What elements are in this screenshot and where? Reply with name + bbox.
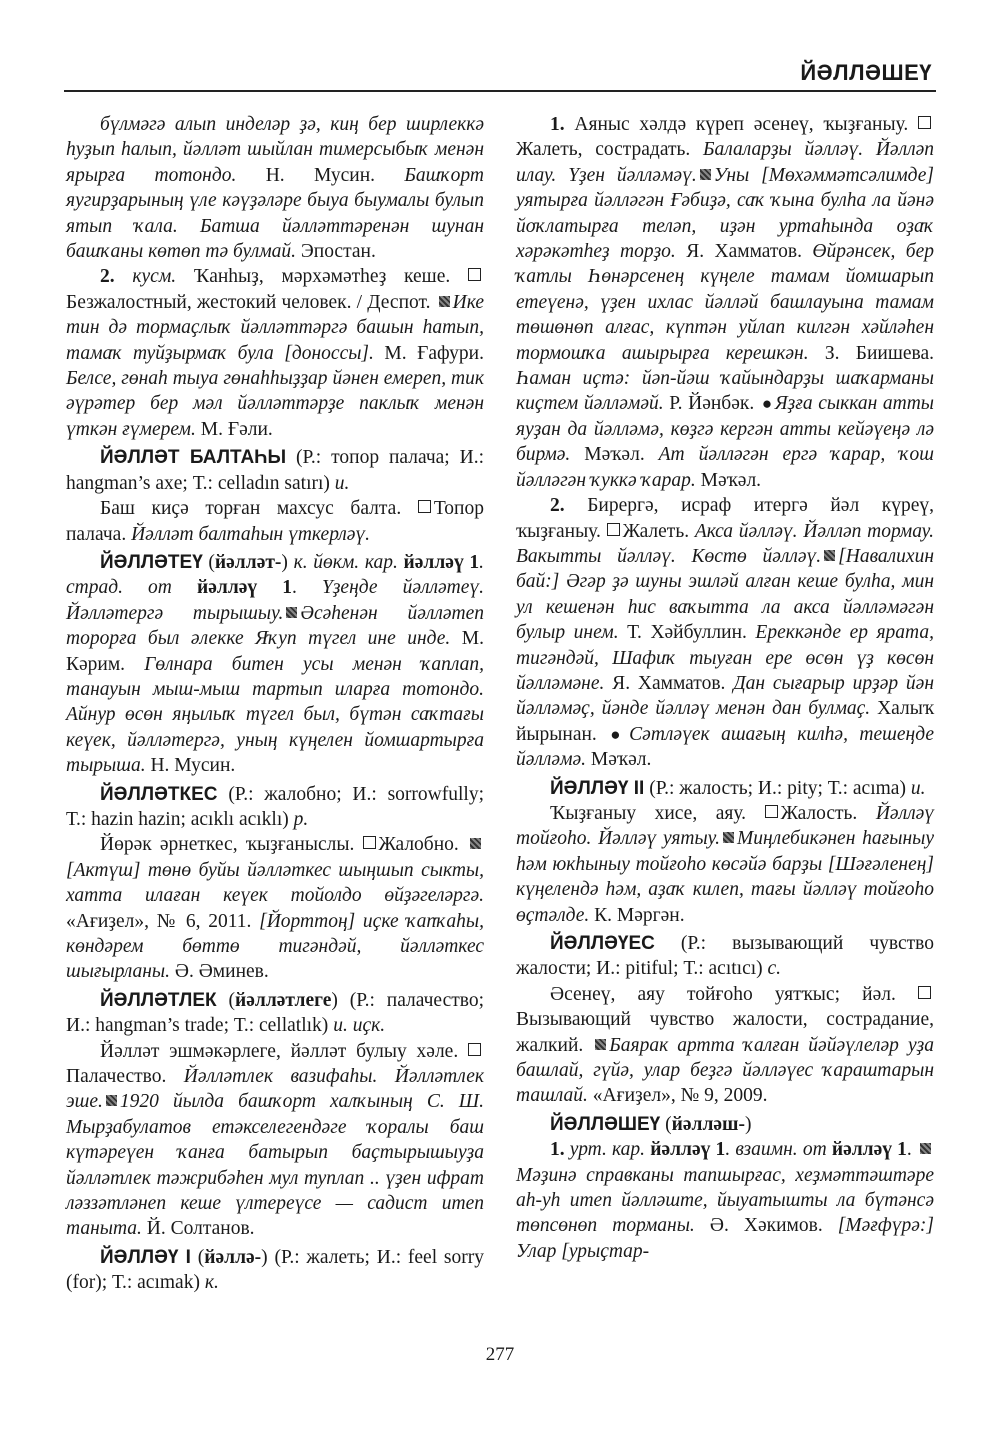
entry-yallaues: ЙӘЛЛӘҮЕС (Р.: вызывающий чувство жалости; И.: pitiful; Т.: acıtıcı) с. xyxy=(516,933,934,980)
headword: ЙӘЛЛӘҮЕС xyxy=(550,933,655,954)
sense-1: 1. урт. кар. йәлләү 1. взаимн. от йәлләү 1. Мәҙинә справканы тапшырғас, хеҙмәттәштәре аһ-уһ итеп йәлләште, йыуатышты ла бүтәнсә төпсөнөп торманы. Ә. Хәкимов. [Мәғфүрә:] Улар [урыҫтар- xyxy=(516,1139,934,1262)
translation-box-icon xyxy=(918,116,931,129)
example-square-icon xyxy=(286,607,297,618)
definition: Баш киҫә торған махсус балта. Топор палача. Йәлләт балтаһын үткерләү. xyxy=(66,498,484,545)
headword: ЙӘЛЛӘТ БАЛТАҺЫ xyxy=(100,447,287,469)
page-header xyxy=(64,50,936,92)
translation-box-icon xyxy=(468,1043,481,1056)
entry-yallau-1: ЙӘЛЛӘҮ I (йәллә-) (Р.: жалеть; И.: feel sorry (for); Т.: acımak) к. xyxy=(66,1246,484,1294)
example-square-icon xyxy=(920,1143,931,1154)
example-square-icon xyxy=(106,1095,117,1106)
example-square-icon xyxy=(470,838,481,849)
right-column xyxy=(516,112,934,1264)
sense-2: 2. кусм. Ҡанһыҙ, мәрхәмәтһеҙ кеше. Безжалостный, жестокий человек. / Деспот. Ике тин дә тормаҫлыҡ йәлләттәргә башын һатып, тамаҡ туйҙырмаҡ була [доноссы]. М. Ғафури. Белсе, гөнаһ тыуа гөнаһһыҙҙар йәнен емереп, тик әүрәтер бер мәл йәлләттәрҙе паклыҡ менән үткән ғүмерем. М. Ғәли. xyxy=(66,266,484,440)
definition: Ҡыҙғаныу хисе, аяу. Жалость. Йәлләү тойғоһо. Йәлләү уятыу. Миңлебикәнен һағыныу һәм юкһыныу тойғоһо көсәйә барҙы [Шәғәленең] күңелендә һәм, аҙаҡ килеп, тағы йәлләү тойғоһо өҫтәлде. К. Мәргән. xyxy=(516,802,934,926)
example-square-icon xyxy=(595,1039,606,1050)
sense-1: 1. Аяныс хәлдә күреп әсенеү, ҡыҙғаныу. Жалеть, сострадать. Балаларҙы йәлләү. Йәлләп илау. Үҙен йәлләмәү. Уны [Мөхәммәтсәлимде] уятырға йәлләгән Ғәбиҙә, саҡ ҡына булһа ла йәнә йоҡлатырға теләп, иҙән уртаһында оҙаҡ хәрәкәтһеҙ торҙо. Я. Хамматов. Өйрәнсек, бер ҡатлы Һөнәрсенең күңеле тамам йомшарып етеүенә, үҙен ихлас йәлләй башлауына тамам төшөнөп алғас, күптән уйлап килгән хәйләһен тормошҡа ашырырға керешкән. З. Биишева. Һаман иҫтә: йәп-йәш ҡайындарҙы шаҡарманы киҫтем йәлләмәй. Р. Йәнбәк. ● Яҙға сыккан атты яуҙан да йәлләмә, көҙгә кергән атты кейәүеңә лә бирмә. Мәҡәл. Ат йәлләгән ергә ҡарар, ҡош йәлләгән ҡуккә ҡарар. Мәҡәл. xyxy=(516,114,935,491)
running-head: ЙӘЛЛӘШЕҮ xyxy=(800,60,932,85)
sense-2: 2. Бирергә, исраф итергә йәл күреү, ҡыҙғаныу. Жалеть. Акса йәлләү. Йәлләп тормау. Вакытты йәлләү. Көстө йәлләү. [Навалихин бай:] Әгәр ҙә шуны эшләй алған кеше булһа, мин ул кешенән һис ваҡытта ла акса йәлләмәгән булыр инем. Т. Хәйбуллин. Ереккәнде ер ярата, тигәндәй, Шафиҡ тыуған ере өсөн үҙ көсөн йәлләмәне. Я. Хамматов. Дан сығарыр ирҙәр йән йәлләмәҫ, йәнде йәлләү менән дан булмаҫ. Халыҡ йырынан. ● Сәтләүек ашағың килһә, тешеңде йәлләмә. Мәҡәл. xyxy=(516,495,934,771)
headword: ЙӘЛЛӘТЕҮ xyxy=(100,551,203,573)
entry-yallateu: ЙӘЛЛӘТЕҮ (йәлләт-) к. йөкм. кар. йәлләү 1. страд. от йәлләү 1. Үҙеңде йәлләтеү. Йәлләтергә тырышыу. Әсәһенән йәлләтеп торорға был әлекке Яҡуп түгел ине инде. М. Кәрим. Гөлнара битен усы менән ҡаплап, танауын мыш-мыш тартып иларға тотондо. Айнур өсөн яңылыҡ түгел был, бүтән саҡтағы кеүек, йәлләтергә, уның күңелен йомшартырға тырыша. Н. Мусин. xyxy=(66,551,485,777)
entry-yallasheu: ЙӘЛЛӘШЕҮ (йәлләш-) xyxy=(550,1113,752,1135)
example-square-icon xyxy=(439,296,450,307)
translation-box-icon xyxy=(468,268,481,281)
example-square-icon xyxy=(700,169,711,180)
translation-box-icon xyxy=(607,523,620,536)
headword: ЙӘЛЛӘТКЕС xyxy=(100,783,218,805)
definition: Йөрәк әрнеткес, ҡыҙғаныслы. Жалобно. [Актүш] төнө буйы йәлләткес шыңшып сыкты, хатта илаған кеүек тойолдо өйҙәгеләргә. «Ағиҙел», № 6, 2011. [Йорттоң] иҫке ҡапҡаһы, көндәрем бөттө тигәндәй, йәлләткес шығырланы. Ә. Әминев. xyxy=(66,834,484,983)
translation-box-icon xyxy=(363,836,376,849)
entry-yallau-2: ЙӘЛЛӘҮ II (Р.: жалость; И.: pity; Т.: acıma) и. xyxy=(550,777,926,799)
headword: ЙӘЛЛӘШЕҮ xyxy=(550,1113,661,1135)
proverb-bullet-icon: ● xyxy=(761,394,773,414)
example-square-icon xyxy=(723,832,734,843)
example-square-icon xyxy=(824,550,835,561)
left-column xyxy=(66,112,484,1296)
translation-box-icon xyxy=(918,986,931,999)
headword: ЙӘЛЛӘТЛЕК xyxy=(100,989,217,1011)
entry-yallatkes: ЙӘЛЛӘТКЕС (Р.: жалобно; И.: sorrowfully; Т.: hazin hazin; acıklı acıklı) р. xyxy=(66,783,484,830)
entry-continuation: бүлмәгә алып инделәр ҙә, киң бер ширлеккә һуҙып һалып, йәлләт шыйлан тимерсыбыҡ менән ярырға тотондо. Н. Мусин. Башҡорт яугирҙарының үле кәүҙәләре быуа быумалы булып ятып ҡала. Батша йәлләттәренән шунан башҡаны көтөп тә булмай. Эпостан. xyxy=(66,114,484,263)
translation-box-icon xyxy=(765,805,778,818)
definition: Йәлләт эшмәкәрлеге, йәлләт булыу хәле. Палачество. Йәлләтлек вазифаһы. Йәлләтлек эше. 1920 йылда башҡорт халҡының С. Ш. Мырҙабулатов етәкселегендәге ҡоралы баш күтәреүен ҡанға батырып баҫтырышыуҙа йәлләтлек тәжрибәһен мул туплап .. үҙен ифрат ләззәтләнеп кеше үлтереүсе — садист итеп таныта. Й. Солтанов. xyxy=(66,1040,485,1240)
entry-yallat-baltahy: ЙӘЛЛӘТ БАЛТАҺЫ (Р.: топор палача; И.: hangman’s axe; Т.: celladın satırı) и. xyxy=(66,447,484,494)
headword: ЙӘЛЛӘҮ II xyxy=(550,777,645,799)
proverb-bullet-icon: ● xyxy=(610,724,628,744)
entry-yallatlek: ЙӘЛЛӘТЛЕК (йәлләтлеге) (Р.: палачество; И.: hangman’s trade; Т.: cellatlık) и. иҫк. xyxy=(66,989,484,1037)
headword: ЙӘЛЛӘҮ I xyxy=(100,1246,191,1268)
page-number: 277 xyxy=(485,1344,515,1365)
translation-box-icon xyxy=(418,500,431,513)
definition: Әсенеү, аяу тойғоһо уятҡыс; йәл. Вызывающий чувство жалости, сострадание, жалкий. Баярак артта ҡалған йәйәүлеләр уҙа башлай, гүйә, улар беҙгә йәлләүес ҡараштарын ташлай. «Ағиҙел», № 9, 2009. xyxy=(516,983,934,1107)
